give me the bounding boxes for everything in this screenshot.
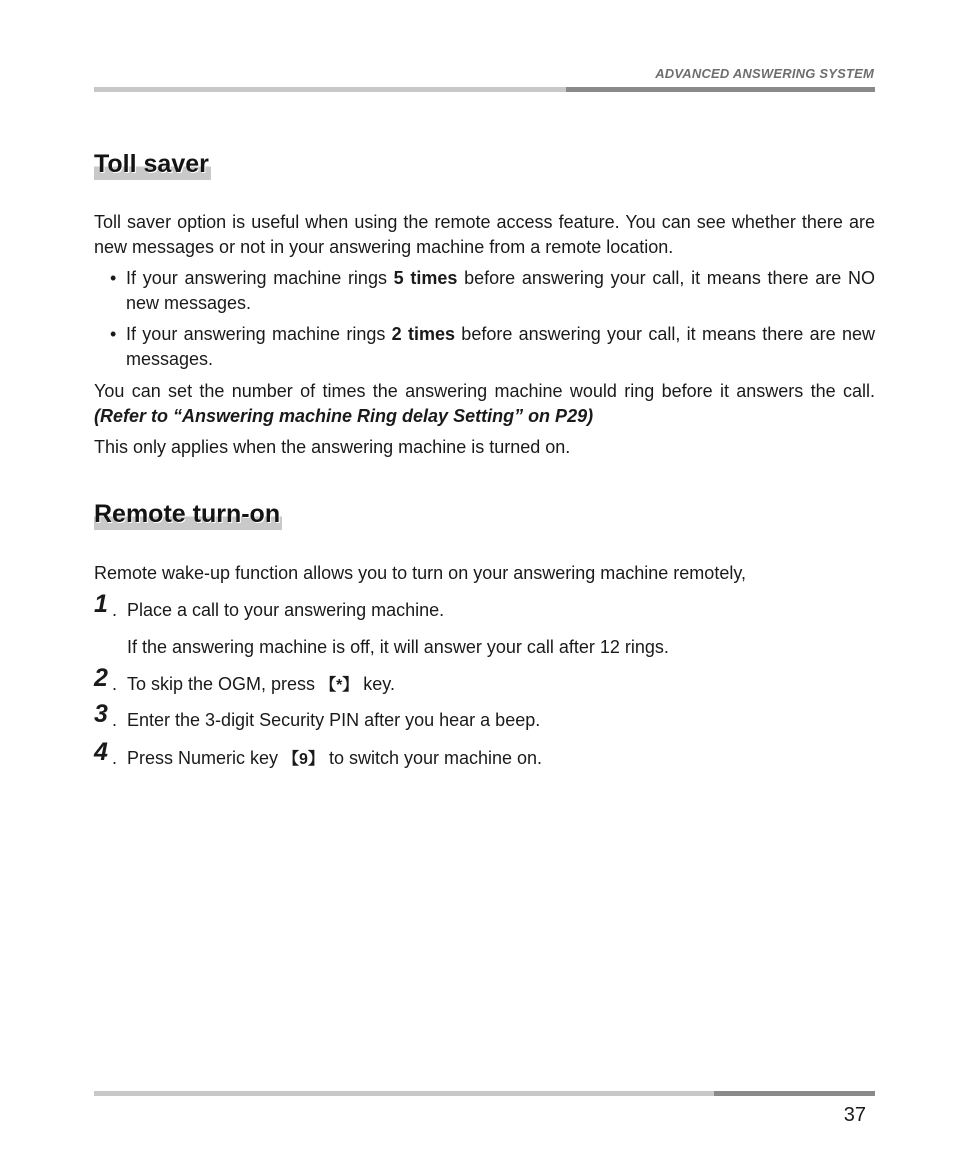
running-header: ADVANCED ANSWERING SYSTEM — [655, 66, 874, 81]
step-2: 2 . To skip the OGM, press 【*】 key. — [94, 664, 395, 694]
step-3: 3 . Enter the 3-digit Security PIN after you hear a beep. — [94, 700, 541, 730]
header-rule — [94, 87, 875, 92]
step-subtext: If the answering machine is off, it will answer your call after 12 rings. — [127, 637, 669, 657]
step-1: 1 . Place a call to your answering machine. — [94, 590, 445, 620]
emphasis-text: 2 times — [391, 324, 455, 344]
emphasis-text: 5 times — [393, 268, 458, 288]
step-number: 3 — [94, 700, 108, 728]
remote-turn-on-intro: Remote wake-up function allows you to turn on your answering machine remotely, — [94, 563, 746, 583]
step-text: Press Numeric key 【9】 to switch your machine on. — [127, 748, 543, 768]
toll-saver-intro: Toll saver option is useful when using the remote access feature. You can see whether there are new messages or not in your answering machine from a remote location. — [94, 212, 875, 257]
list-item — [110, 266, 875, 316]
step-1-detail — [94, 635, 669, 660]
step-number: 1 — [94, 590, 108, 618]
step-number: 2 — [94, 664, 108, 692]
section-title-toll-saver: Toll saver — [94, 150, 209, 178]
bullet-icon: • — [110, 324, 117, 344]
footer-rule — [94, 1091, 875, 1096]
page-number: 37 — [843, 1104, 866, 1126]
toll-saver-note: This only applies when the answering machine is turned on. — [94, 437, 571, 457]
bullet-icon: • — [110, 268, 117, 288]
star-key-label: 【*】 — [320, 677, 359, 694]
bullet-text: If your answering machine rings 2 times before answering your call, it means there are new messages. — [126, 324, 875, 369]
page-reference: (Refer to “Answering machine Ring delay Setting” on P29) — [94, 406, 594, 426]
nine-key-label: 【9】 — [283, 751, 324, 768]
step-text: Place a call to your answering machine. — [127, 600, 445, 620]
section-title-remote-turn-on: Remote turn-on — [94, 500, 281, 528]
step-text: To skip the OGM, press 【*】 key. — [127, 674, 395, 694]
ring-delay-paragraph: You can set the number of times the answering machine would ring before it answers the call. (Refer to “Answering machine Ring delay Setting” on P29) — [94, 381, 875, 426]
bullet-text: If your answering machine rings 5 times before answering your call, it means there are NO new messages. — [126, 268, 875, 313]
step-text: Enter the 3-digit Security PIN after you hear a beep. — [127, 710, 541, 730]
step-4: 4 . Press Numeric key 【9】 to switch your machine on. — [94, 738, 543, 768]
step-number: 4 — [94, 738, 108, 766]
list-item — [110, 322, 875, 372]
